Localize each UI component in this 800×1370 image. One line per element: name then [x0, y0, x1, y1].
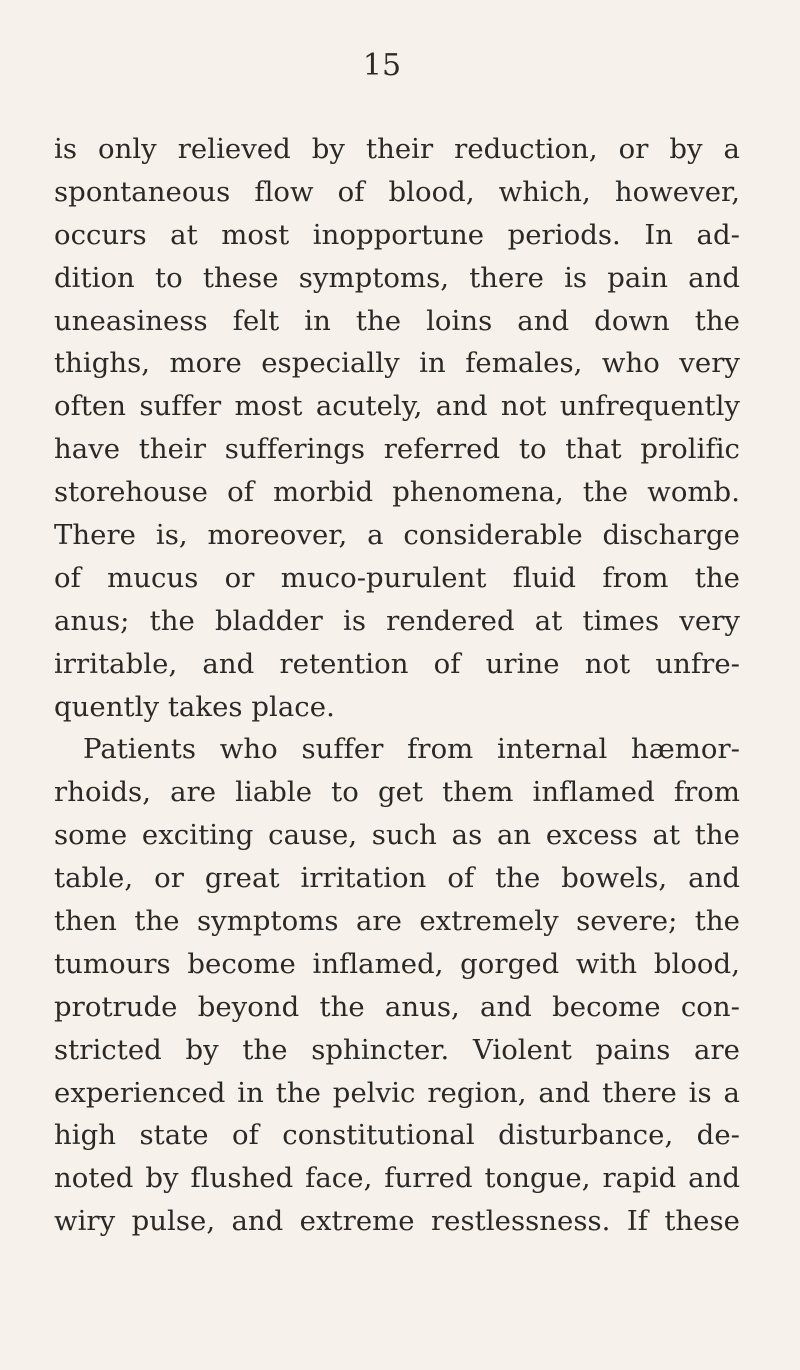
text-line: irritable, and retention of urine not unfre- [54, 647, 740, 680]
text-line: storehouse of morbid phenomena, the womb. [54, 476, 740, 509]
text-line: have their sufferings referred to that prolific [54, 433, 740, 466]
text-line: thighs, more especially in females, who very [54, 347, 740, 380]
text-line: occurs at most inopportune periods. In ad- [54, 218, 740, 251]
body-text [54, 128, 740, 1243]
text-line: is only relieved by their reduction, or by a [54, 133, 740, 165]
text-line: high state of constitutional disturbance, de- [54, 1119, 740, 1152]
text-line: rhoids, are liable to get them inflamed from [54, 776, 740, 809]
text-line: table, or great irritation of the bowels, and [54, 862, 740, 895]
text-line: spontaneous flow of blood, which, however, [54, 175, 740, 208]
text-line: There is, moreover, a considerable discharge [54, 519, 740, 552]
text-line: noted by flushed face, furred tongue, rapid and [54, 1162, 740, 1195]
text-line: tumours become inflamed, gorged with blood, [54, 947, 740, 980]
text-line: wiry pulse, and extreme restlessness. If these [54, 1205, 740, 1238]
text-line-paragraph-start: Patients who suffer from internal hæmor- [83, 733, 740, 766]
text-line: experienced in the pelvic region, and there is a [54, 1076, 740, 1109]
text-line: uneasiness felt in the loins and down the [54, 304, 740, 337]
text-line: often suffer most acutely, and not unfrequently [54, 390, 740, 423]
text-line: protrude beyond the anus, and become con- [54, 990, 740, 1023]
text-line: stricted by the sphincter. Violent pains are [54, 1033, 740, 1066]
text-line: dition to these symptoms, there is pain and [54, 261, 740, 294]
page-number: 15 [362, 48, 402, 83]
text-line: of mucus or muco-purulent fluid from the [54, 561, 740, 594]
text-line: anus; the bladder is rendered at times very [54, 604, 740, 637]
text-line: then the symptoms are extremely severe; the [54, 905, 740, 938]
text-line: quently takes place. [54, 690, 335, 723]
text-line: some exciting cause, such as an excess at the [54, 819, 740, 852]
